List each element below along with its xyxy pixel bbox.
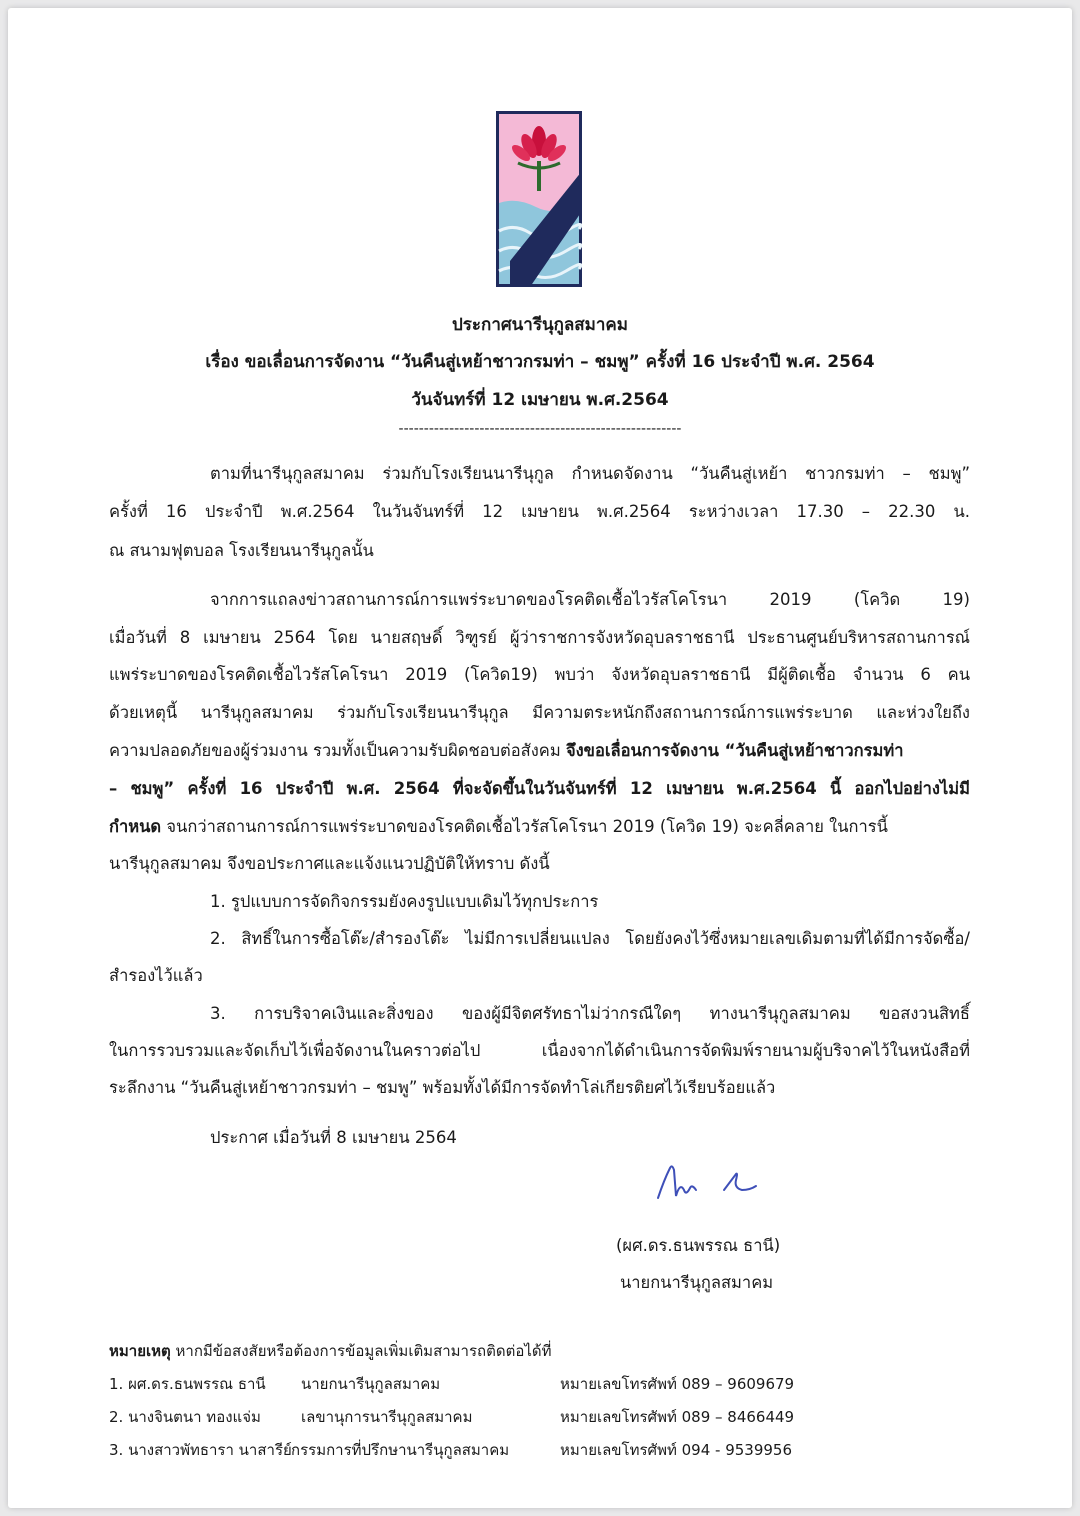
contact-phone: หมายเลขโทรศัพท์ 089 – 8466449 (560, 1408, 795, 1426)
signature (650, 1160, 770, 1208)
paragraph-line: แพร่ระบาดของโรคติดเชื้อไวรัสโคโรนา 2019 (โควิด19) พบว่า จังหวัดอุบลราชธานี มีผู้ติดเชื้อ จำนวน 6 คน (109, 665, 970, 684)
emphasis-text: จึงขอเลื่อนการจัดงาน “วันคืนสู่เหย้าชาวกรมท่า (565, 741, 904, 760)
paragraph-line: นารีนุกูลสมาคม จึงขอประกาศและแจ้งแนวปฏิบัติให้ทราบ ดังนี้ (109, 854, 550, 873)
list-item-continued: สำรองไว้แล้ว (109, 966, 203, 985)
list-item: 3. การบริจาคเงินและสิ่งของ ของผู้มีจิตศรัทธาไม่ว่ากรณีใดๆ ทางนารีนุกูลสมาคม ขอสงวนสิทธิ์ (210, 1004, 970, 1023)
paragraph-line: ณ สนามฟุตบอล โรงเรียนนารีนุกูลนั้น (109, 541, 374, 560)
paragraph-line: เมื่อวันที่ 8 เมษายน 2564 โดย นายสฤษดิ์ วิฑูรย์ ผู้ว่าราชการจังหวัดอุบลราชธานี ประธานศูนย์บริหารสถานการณ์ (109, 628, 970, 647)
document-subject: เรื่อง ขอเลื่อนการจัดงาน “วันคืนสู่เหย้าชาวกรมท่า – ชมพู” ครั้งที่ 16 ประจำปี พ.ศ. 2564 (205, 352, 875, 372)
note-text: หากมีข้อสงสัยหรือต้องการข้อมูลเพิ่มเติมสามารถติดต่อได้ที่ (170, 1342, 552, 1360)
signatory-name: (ผศ.ดร.ธนพรรณ ธานี) (616, 1236, 781, 1255)
contact-name: 1. ผศ.ดร.ธนพรรณ ธานี (109, 1375, 266, 1393)
contact-role: นายกนารีนุกูลสมาคม (301, 1375, 441, 1393)
paragraph-line (109, 738, 903, 764)
divider: -------------------------------------------------------- (398, 421, 682, 437)
note-label: หมายเหตุ (109, 1342, 171, 1360)
contact-name: 3. นางสาวพัทธารา นาสารีย์ (109, 1441, 292, 1459)
paragraph-line: จากการแถลงข่าวสถานการณ์การแพร่ระบาดของโรคติดเชื้อไวรัสโคโรนา 2019 (โควิด 19) (210, 590, 970, 609)
emphasis-line: – ชมพู” ครั้งที่ 16 ประจำปี พ.ศ. 2564 ที่จะจัดขึ้นในวันจันทร์ที่ 12 เมษายน พ.ศ.2564 นี้ ออกไปอย่างไม่มี (109, 779, 970, 798)
contact-phone: หมายเลขโทรศัพท์ 094 - 9539956 (560, 1441, 793, 1459)
contact-role: เลขานุการนารีนุกูลสมาคม (301, 1408, 473, 1426)
list-item-continued: ระลึกงาน “วันคืนสู่เหย้าชาวกรมท่า – ชมพู” พร้อมทั้งได้มีการจัดทำโล่เกียรติยศไว้เรียบร้อยแล้ว (109, 1078, 776, 1097)
note (109, 1339, 552, 1363)
list-item: 2. สิทธิ์ในการซื้อโต๊ะ/สำรองโต๊ะ ไม่มีการเปลี่ยนแปลง โดยยังคงไว้ซึ่งหมายเลขเดิมตามที่ได้มีการจัดซื้อ/ (210, 929, 970, 948)
page-title: ประกาศนารีนุกูลสมาคม (451, 315, 629, 335)
list-item-continued: ในการรวบรวมและจัดเก็บไว้เพื่อจัดงานในคราวต่อไป เนื่องจากได้ดำเนินการจัดพิมพ์รายนามผู้บริจาคไว้ในหนังสือที่ (109, 1041, 970, 1060)
paragraph-line: ครั้งที่ 16 ประจำปี พ.ศ.2564 ในวันจันทร์ที่ 12 เมษายน พ.ศ.2564 ระหว่างเวลา 17.30 – 22.30 น. (109, 502, 970, 521)
signatory-position: นายกนารีนุกูลสมาคม (620, 1273, 774, 1292)
list-item: 1. รูปแบบการจัดกิจกรรมยังคงรูปแบบเดิมไว้ทุกประการ (210, 892, 599, 911)
paragraph-text: จนกว่าสถานการณ์การแพร่ระบาดของโรคติดเชื้อไวรัสโคโรนา 2019 (โควิด 19) จะคลี่คลาย ในการนี้ (161, 817, 888, 836)
emphasis-text: กำหนด (109, 817, 162, 836)
lotus-icon (496, 111, 582, 287)
contact-name: 2. นางจินตนา ทองแจ่ม (109, 1408, 261, 1426)
paragraph-text: ความปลอดภัยของผู้ร่วมงาน รวมทั้งเป็นความรับผิดชอบต่อสังคม (109, 741, 566, 760)
association-logo (496, 111, 582, 287)
paragraph-line: ตามที่นารีนุกูลสมาคม ร่วมกับโรงเรียนนารีนุกูล กำหนดจัดงาน “วันคืนสู่เหย้า ชาวกรมท่า – ชมพู” (210, 464, 970, 483)
paragraph-line: ด้วยเหตุนี้ นารีนุกูลสมาคม ร่วมกับโรงเรียนนารีนุกูล มีความตระหนักถึงสถานการณ์การแพร่ระบาด และห่วงใยถึง (109, 703, 970, 722)
announce-date: ประกาศ เมื่อวันที่ 8 เมษายน 2564 (210, 1128, 457, 1147)
paragraph-line (109, 814, 888, 840)
contact-phone: หมายเลขโทรศัพท์ 089 – 9609679 (560, 1375, 795, 1393)
document-date: วันจันทร์ที่ 12 เมษายน พ.ศ.2564 (411, 390, 669, 410)
contact-role: กรรมการที่ปรึกษานารีนุกูลสมาคม (291, 1441, 510, 1459)
